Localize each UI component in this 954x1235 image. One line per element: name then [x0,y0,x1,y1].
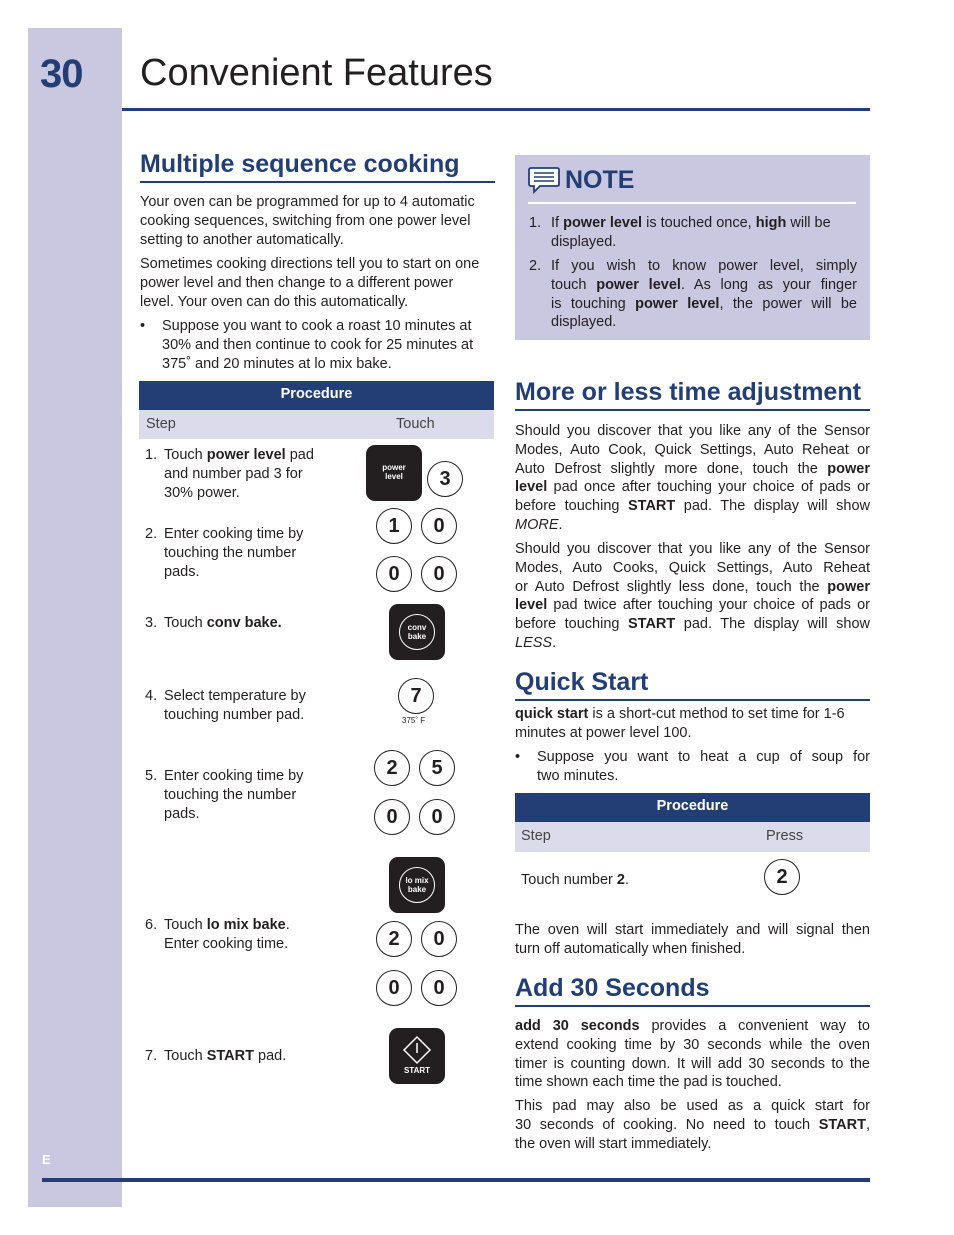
text: 30 seconds of cooking. No need to touch [515,1116,819,1133]
heading-text: Add 30 Seconds [515,974,710,1002]
bold-text: power level [563,215,643,231]
step-bold: conv bake. [206,615,282,631]
step-text: pads. [164,805,200,822]
number-pad-0: 0 [421,556,457,592]
procedure-step-3 [145,614,345,634]
procedure-step-2 [145,525,345,585]
text-line: timer is counting down. It will add 30 seconds to the [515,1055,870,1072]
language-marker: E [42,1152,51,1167]
key-label: power [382,463,406,472]
step-text: 30% power. [164,484,240,501]
note-number: 2. [529,258,542,274]
text: touch [551,276,597,293]
step-text: Enter cooking time by [164,526,304,542]
text-line: turn off automatically when finished. [515,940,746,957]
step-text: touching number pad. [164,706,305,723]
number-pad-2: 2 [374,750,410,786]
step-number: 5. [145,768,158,784]
text-line: Sometimes cooking directions tell you to start on one [140,256,480,272]
note-title: NOTE [565,166,635,194]
text: pad once after touching your choice of pads or [547,479,870,496]
key-label: START [403,1066,431,1075]
text: , the power will be [719,295,857,312]
number-pad-0: 0 [421,508,457,544]
text-line: Should you discover that you like any of the Sensor [515,423,870,439]
text: Auto Defrost slightly more done, touch the [515,460,828,477]
step-text: Enter cooking time. [164,935,289,952]
section-heading-quick-start [515,668,870,701]
bold-text: level [515,597,548,614]
step-text: Touch number [521,872,617,888]
step-text: pad. [254,1048,287,1064]
step-number: 3. [145,615,158,631]
bold-text: START [628,616,676,633]
number-pad-0: 0 [421,921,457,957]
step-text: pad [285,447,314,463]
text-line: Should you discover that you like any of the Sensor [515,541,870,557]
number-pad-0: 0 [376,970,412,1006]
step-text: . [625,872,630,888]
bold-text: power [827,460,870,477]
key-label: conv [407,623,427,632]
text: , [865,1116,870,1133]
bold-text: START [818,1116,866,1133]
text: . [558,516,563,533]
bullet-mark: • [515,749,521,765]
heading-text: Multiple sequence cooking [140,150,460,178]
bullet-mark: • [140,318,146,334]
text: displayed. [551,233,617,250]
note-speech-icon [528,166,560,196]
step-number: 7. [145,1048,158,1064]
text: will be [786,215,831,231]
temperature-label: 375˚ F [402,716,426,725]
text: . [552,634,557,651]
column-touch: Touch [396,416,435,432]
text-line: setting to another automatically. [140,231,344,248]
procedure-column-headers [139,410,494,439]
procedure-step-5 [145,767,345,827]
column-step: Step [521,828,551,844]
text-line: extend cooking time by 30 seconds while the oven [515,1036,870,1053]
procedure-header: Procedure [139,381,494,410]
bold-text: high [755,215,787,231]
step-number: 6. [145,917,158,933]
quick-start-after [515,921,870,959]
heading-text: More or less time adjustment [515,378,861,406]
text: displayed. [551,314,617,331]
bold-text: power [827,578,870,595]
section-heading-more-less [515,378,870,411]
text: pad twice after touching your choice of pads or [547,597,870,614]
step-bold: lo mix bake [206,917,286,933]
number-pad-1: 1 [376,508,412,544]
note-number: 1. [529,215,542,231]
key-label: lo mix [405,876,429,885]
step-text: touching the number [164,544,297,561]
step-text: Touch [164,1048,207,1064]
text-line: Suppose you want to cook a roast 10 minutes at [162,318,472,334]
power-level-key [366,445,422,501]
multiple-sequence-bullet [140,317,500,377]
step-text: touching the number [164,786,297,803]
text-line: Suppose you want to heat a cup of soup for [537,749,870,765]
step-text: Select temperature by [164,688,306,704]
number-pad-0: 0 [419,799,455,835]
number-pad-3: 3 [427,461,463,497]
text-line: power level and then change to a different power [140,274,454,291]
add30-para1 [515,1017,870,1092]
procedure-step-4 [145,687,345,727]
step-number: 2. [145,526,158,542]
step-number: 1. [145,447,158,463]
text-line: Modes, Auto Cooks, Quick Settings, Auto Reheat [515,559,870,576]
bold-text: quick start [515,706,589,722]
text-line: Your oven can be programmed for up to 4 automatic [140,194,475,210]
section-heading-add-30 [515,974,870,1007]
procedure-step-7 [145,1047,345,1067]
procedure-step-6 [145,916,345,956]
text: before touching [515,616,628,633]
text-line: Modes, Auto Cook, Quick Settings, Auto Reheat or [515,441,870,458]
text: is touching [551,295,636,312]
start-key [389,1028,445,1084]
step-bold: 2 [616,872,625,888]
text-line: level. Your oven can do this automatically. [140,293,409,310]
note-divider [528,202,856,204]
page-number: 30 [40,52,83,96]
text: or Auto Defrost slightly less done, touch the [515,578,828,595]
step-text: . [285,917,290,933]
key-label: level [385,472,403,481]
text-line: time shown each time the pad is touched. [515,1074,782,1091]
page-sidebar [28,28,122,1207]
italic-text: MORE [515,516,559,533]
text: pad. The display will show [675,616,870,633]
text: pad. The display will show [675,498,870,515]
step-text: and number pad 3 for [164,465,303,482]
multiple-sequence-para2 [140,255,500,311]
quick-start-para [515,705,870,743]
bold-text: power level [596,276,681,293]
step-text: pads. [164,563,200,580]
bold-text: START [628,498,676,515]
text: is touched once, [642,215,756,231]
step-text: Touch [164,917,207,933]
quick-start-column-headers [515,822,870,852]
step-bold: power level [206,447,286,463]
text: If [551,215,564,231]
step-number: 4. [145,688,158,704]
multiple-sequence-para1 [140,193,500,249]
text-line: two minutes. [537,767,619,784]
section-heading-multiple-sequence [140,150,495,183]
number-pad-0: 0 [376,556,412,592]
heading-text: Quick Start [515,668,649,696]
step-text: Enter cooking time by [164,768,304,784]
lo-mix-bake-key [389,857,445,913]
note-item-2 [529,257,859,337]
text-line: the oven will start immediately. [515,1135,712,1152]
more-less-para2 [515,540,870,653]
text: . As long as your finger [680,276,858,293]
text-line: 375˚ and 20 minutes at lo mix bake. [162,355,392,372]
number-pad-2: 2 [764,859,800,895]
number-pad-0: 0 [374,799,410,835]
column-step: Step [146,416,176,432]
number-pad-7: 7 [398,678,434,714]
bold-text: power level [635,295,720,312]
more-less-para1 [515,422,870,535]
key-label: bake [407,632,427,641]
italic-text: LESS [515,634,553,651]
number-pad-5: 5 [419,750,455,786]
number-pad-2: 2 [376,921,412,957]
step-text: Touch [164,615,207,631]
text-line: This pad may also be used as a quick start for [515,1098,870,1114]
conv-bake-key [389,604,445,660]
page-title: Convenient Features [140,52,493,94]
text: before touching [515,498,628,515]
step-bold: START [206,1048,254,1064]
key-label: bake [407,885,427,894]
add30-para2 [515,1097,870,1153]
number-pad-0: 0 [421,970,457,1006]
procedure-step-1 [145,446,345,506]
text-line: minutes at power level 100. [515,724,692,741]
quick-start-bullet [515,748,870,788]
step-text: Touch [164,447,207,463]
text-line: cooking sequences, switching from one power level [140,212,471,229]
column-press: Press [766,828,804,844]
text: is a short-cut method to set time for 1-6 [588,706,845,722]
text: If you wish to know power level, simply [551,258,857,274]
bold-text: level [515,479,548,496]
text: provides a convenient way to [639,1018,870,1034]
text-line: The oven will start immediately and will signal then [515,922,870,938]
footer-rule [42,1178,870,1182]
quick-start-procedure-header: Procedure [515,793,870,822]
quick-start-step [521,871,721,890]
text-line: 30% and then continue to cook for 25 minutes at [162,336,474,353]
bold-text: add 30 seconds [515,1018,640,1034]
header-rule [122,108,870,111]
